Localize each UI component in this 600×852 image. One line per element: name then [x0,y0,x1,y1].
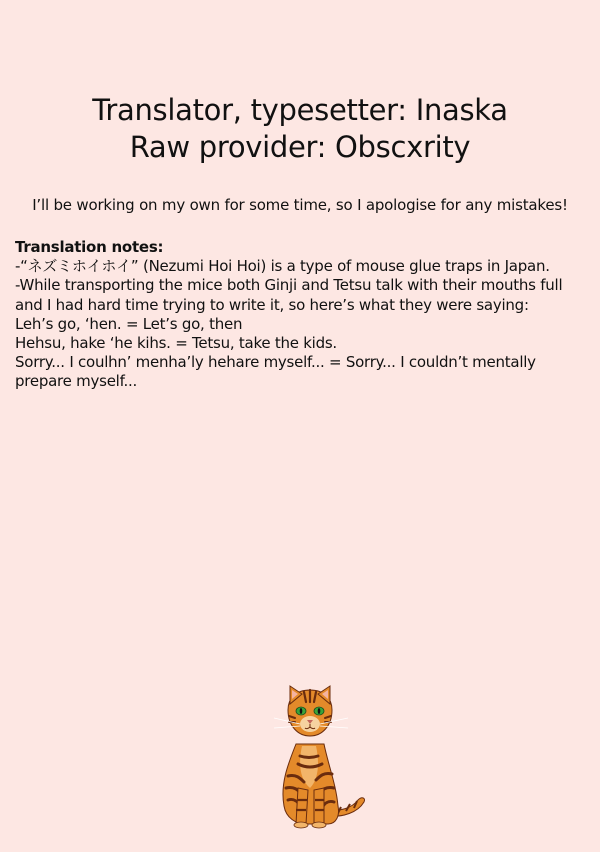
apology-note: I’ll be working on my own for some time, so I apologise for any mistakes! [32,196,568,214]
translator-credit: Translator, typesetter: Inaska [92,93,508,127]
note-line: Leh’s go, ‘hen. = Let’s go, then [15,314,243,333]
note-line: Hehsu, hake ‘he kihs. = Tetsu, take the kids. [15,334,337,353]
note-line: -While transporting the mice both Ginji and Tetsu talk with their mouths full and I had hard time trying to write it, so here’s what they were saying: [15,276,563,314]
translation-notes [15,238,590,392]
translation-notes-title: Translation notes: [15,238,164,256]
raw-provider-credit: Raw provider: Obscxrity [129,130,471,164]
cat-illustration-icon [266,684,370,830]
credits-block [0,92,600,166]
note-line: Sorry... I coulhn’ menha’ly hehare myself... = Sorry... I couldn’t mentally prepare myself... [15,353,536,391]
note-line: -“ネズミホイホイ” (Nezumi Hoi Hoi) is a type of mouse glue traps in Japan. [15,257,550,276]
